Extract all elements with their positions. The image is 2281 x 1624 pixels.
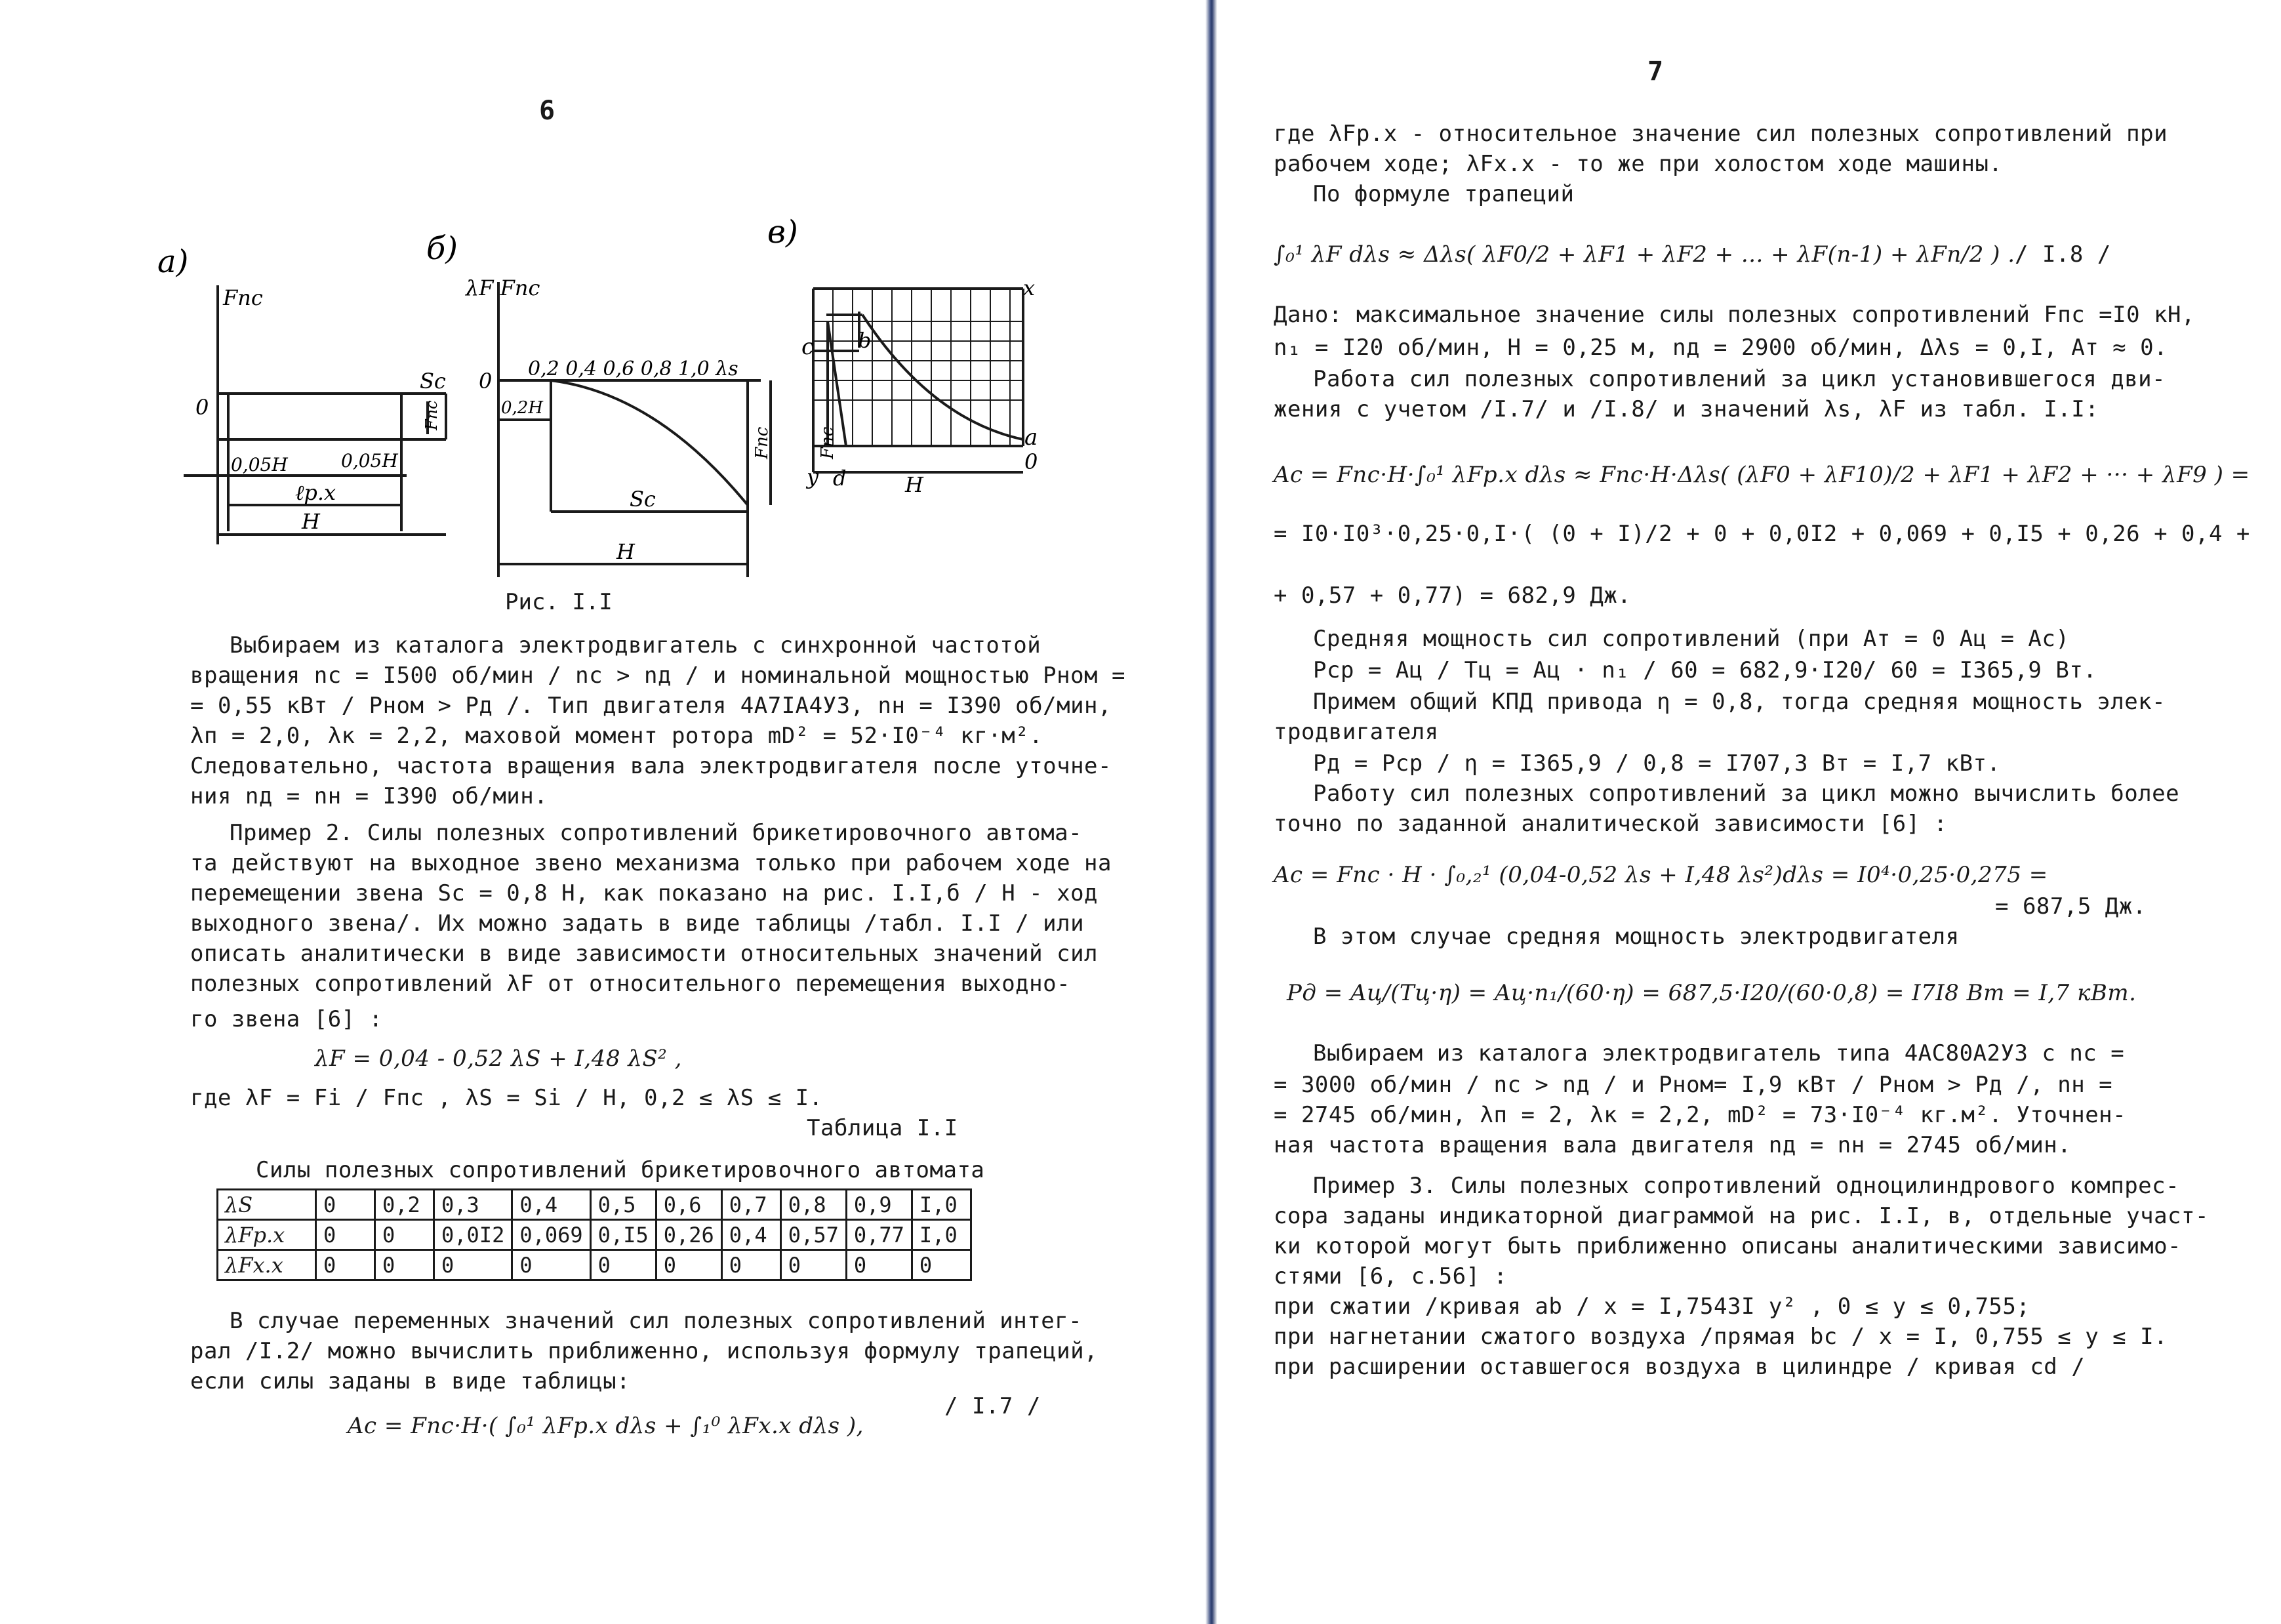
table-cell: λFх.х — [218, 1250, 316, 1280]
text-line: та действуют на выходное звено механизма только при рабочем ходе на — [190, 850, 1112, 876]
formula-power: Pд = Aц/(Tц·η) = Aц·n₁/(60·η) = 687,5·I20/(60·0,8) = I7I8 Вт = I,7 кВт. — [1287, 980, 2137, 1006]
table-1-1 — [216, 1188, 972, 1281]
b-ticks-label: 0,2 0,4 0,6 0,8 1,0 λs — [528, 357, 738, 380]
text-line: при сжатии /кривая ab / x = I,7543I y² , 0 ≤ y ≤ 0,755; — [1274, 1293, 2030, 1320]
table-row — [218, 1220, 971, 1250]
v-y-label: y — [807, 464, 819, 489]
text-line: при расширении оставшегося воздуха в цилиндре / кривая cd / — [1274, 1354, 2086, 1380]
table-cell: 0,7 — [721, 1190, 780, 1220]
b-h-label: H — [616, 539, 635, 564]
text-line: = 687,5 Дж. — [1995, 893, 2147, 920]
table-cell: 0,069 — [512, 1220, 590, 1250]
table-cell: 0 — [912, 1250, 971, 1280]
table-cell: 0 — [316, 1220, 375, 1250]
text-line: тродвигателя — [1274, 719, 1439, 745]
v-h-label: H — [905, 472, 923, 497]
v-b-label: b — [858, 328, 872, 353]
fig-label-b: б) — [426, 230, 458, 267]
text-line: Pср = Aц / Tц = Aц · n₁ / 60 = 682,9·I20/ 60 = I365,9 Вт. — [1313, 657, 2097, 683]
a-sc-label: Sc — [420, 369, 446, 394]
table-cell: 0,0I2 — [434, 1220, 512, 1250]
b-sc-label: Sc — [630, 487, 656, 512]
table-cell: 0 — [512, 1250, 590, 1280]
text-line: Средняя мощность сил сопротивлений (при Aт = 0 Aц = Ac) — [1313, 626, 2070, 652]
a-axis-label: Fпс — [223, 285, 263, 310]
a-fpc-label: Fпс — [422, 400, 441, 430]
text-line: стями [6, с.56] : — [1274, 1263, 1508, 1289]
text-line: рал /I.2/ можно вычислить приближенно, используя формулу трапеций, — [190, 1338, 1099, 1364]
text-line: ки которой могут быть приближенно описаны аналитическими зависимо- — [1274, 1233, 2182, 1259]
panel-a-lines — [184, 285, 446, 544]
b-02h-label: 0,2H — [501, 398, 544, 418]
table-cell: 0 — [656, 1250, 721, 1280]
text-line: го звена [6] : — [190, 1006, 383, 1032]
text-line: Дано: максимальное значение силы полезных сопротивлений Fпс =I0 кН, — [1274, 302, 2195, 328]
formula-number: / I.7 / — [944, 1393, 1041, 1419]
text-line: жения с учетом /I.7/ и /I.8/ и значений λs, λF из табл. I.I: — [1274, 396, 2099, 422]
table-caption: Силы полезных сопротивлений брикетировочного автомата — [256, 1157, 985, 1183]
table-cell: 0 — [590, 1250, 656, 1280]
table-cell: 0,6 — [656, 1190, 721, 1220]
text-line: Следовательно, частота вращения вала электродвигателя после уточне- — [190, 753, 1112, 779]
a-h-label: H — [302, 509, 320, 534]
text-line: ния nд = nн = I390 об/мин. — [190, 783, 548, 809]
table-cell: 0,I5 — [590, 1220, 656, 1250]
formula-number: / I.8 / — [2015, 241, 2111, 268]
text-line: перемещении звена Sc = 0,8 H, как показано на рис. I.I,б / H - ход — [190, 880, 1099, 906]
text-line: Pд = Pср / η = I365,9 / 0,8 = I707,3 Вт = I,7 кВт. — [1313, 750, 2001, 777]
v-a-label: a — [1024, 424, 1038, 451]
text-line: при нагнетании сжатого воздуха /прямая bc / x = I, 0,755 ≤ y ≤ I. — [1274, 1324, 2168, 1350]
table-title: Таблица I.I — [807, 1115, 958, 1141]
page-fold — [1205, 0, 1217, 1624]
text-line: Выбираем из каталога электродвигатель типа 4АС80А2УЗ с nc = — [1313, 1040, 2125, 1066]
text-line: точно по заданной аналитической зависимости [6] : — [1274, 811, 1948, 837]
table-cell: I,0 — [912, 1220, 971, 1250]
text-line: λп = 2,0, λк = 2,2, маховой момент ротора mD² = 52·I0⁻⁴ кг·м². — [190, 723, 1043, 749]
text-line: = 2745 об/мин, λп = 2, λк = 2,2, mD² = 73·I0⁻⁴ кг.м². Уточнен- — [1274, 1102, 2127, 1128]
table-cell: 0,26 — [656, 1220, 721, 1250]
text-line: описать аналитически в виде зависимости относительных значений сил — [190, 941, 1099, 967]
text-line: В этом случае средняя мощность электродвигателя — [1313, 924, 1960, 950]
text-line: Примем общий КПД привода η = 0,8, тогда средняя мощность элек- — [1313, 689, 2166, 715]
formula-lambda-f: λF = 0,04 - 0,52 λS + I,48 λS² , — [315, 1045, 682, 1072]
table-cell: 0 — [316, 1250, 375, 1280]
text-line: Работу сил полезных сопротивлений за цикл можно вычислить более — [1313, 781, 2180, 807]
v-x-label: x — [1023, 275, 1036, 300]
text-line: = I0·I0³·0,25·0,I·( (0 + I)/2 + 0 + 0,0I2 + 0,069 + 0,I5 + 0,26 + 0,4 + — [1274, 521, 2250, 547]
panel-b-lines — [498, 282, 771, 577]
table-cell: 0,3 — [434, 1190, 512, 1220]
formula-work: Ac = Fпс·H·∫₀¹ λFр.х dλs ≈ Fпс·H·Δλs( (λF0 + λF10)/2 + λF1 + λF2 + ··· + λF9 ) = — [1274, 462, 2250, 488]
text-line: если силы заданы в виде таблицы: — [190, 1368, 631, 1394]
v-c-label: c — [801, 334, 815, 360]
table-cell: 0 — [375, 1220, 434, 1250]
fig-label-v: в) — [767, 214, 798, 251]
text-line: где λF = Fi / Fпс , λS = Si / H, 0,2 ≤ λS ≤ I. — [190, 1085, 823, 1111]
text-line: где λFр.х - относительное значение сил полезных сопротивлений при — [1274, 121, 2168, 147]
text-line: полезных сопротивлений λF от относительного перемещения выходно- — [190, 971, 1071, 997]
text-line: ная частота вращения вала двигателя nд = nн = 2745 об/мин. — [1274, 1132, 2072, 1158]
a-005h-right: 0,05H — [341, 450, 398, 472]
text-line: вращения nc = I500 об/мин / nc > nд / и номинальной мощностью Pном = — [190, 662, 1125, 689]
table-cell: λFр.х — [218, 1220, 316, 1250]
fig-label-a: а) — [157, 243, 189, 280]
table-cell: I,0 — [912, 1190, 971, 1220]
v-zero-label: 0 — [1024, 449, 1038, 474]
table-cell: 0,4 — [512, 1190, 590, 1220]
right-page — [1221, 0, 2281, 1624]
table-cell: 0,2 — [375, 1190, 434, 1220]
text-line: Работа сил полезных сопротивлений за цикл установившегося дви- — [1313, 366, 2166, 392]
text-line: Выбираем из каталога электродвигатель с синхронной частотой — [230, 632, 1041, 659]
b-zero-label: 0 — [479, 369, 493, 394]
table-cell: 0,77 — [846, 1220, 912, 1250]
b-axis-label: λF Fпс — [466, 275, 540, 300]
figure-caption: Рис. I.I — [505, 589, 613, 615]
table-row — [218, 1190, 971, 1220]
table-cell: 0 — [780, 1250, 846, 1280]
formula-1-7: Ac = Fпс·H·( ∫₀¹ λFр.х dλs + ∫₁⁰ λFх.х dλs ), — [348, 1413, 864, 1439]
text-line: рабочем ходе; λFх.х - то же при холостом ходе машины. — [1274, 151, 2003, 177]
b-fpc-label: Fпс — [752, 426, 772, 459]
text-line: n₁ = I20 об/мин, H = 0,25 м, nд = 2900 об/мин, Δλs = 0,I, Aт ≈ 0. — [1274, 335, 2168, 361]
table-cell: 0 — [316, 1190, 375, 1220]
text-line: = 3000 об/мин / nc > nд / и Pном= I,9 кВт / Pном > Pд /, nн = — [1274, 1072, 2113, 1098]
table-cell: 0,57 — [780, 1220, 846, 1250]
text-line: сора заданы индикаторной диаграммой на рис. I.I, в, отдельные участ- — [1274, 1203, 2209, 1229]
a-zero-label: 0 — [195, 395, 209, 420]
panel-v-grid — [813, 289, 1023, 446]
table-cell: λS — [218, 1190, 316, 1220]
text-line: Пример 2. Силы полезных сопротивлений брикетировочного автома- — [230, 820, 1083, 846]
formula-trapezoid: ∫₀¹ λF dλs ≈ Δλs( λF0/2 + λF1 + λF2 + ... + λF(n-1) + λFn/2 ) . — [1274, 241, 2015, 268]
text-line: Пример 3. Силы полезных сопротивлений одноцилиндрового компрес- — [1313, 1173, 2180, 1199]
table-cell: 0,4 — [721, 1220, 780, 1250]
table-row — [218, 1250, 971, 1280]
formula-analytic: Ac = Fпс · H · ∫₀,₂¹ (0,04-0,52 λs + I,48 λs²)dλs = I0⁴·0,25·0,275 = — [1274, 862, 2048, 888]
a-lpx-label: ℓр.х — [295, 480, 336, 505]
v-fpc-label: Fпс — [818, 426, 838, 459]
text-line: + 0,57 + 0,77) = 682,9 Дж. — [1274, 582, 1632, 609]
v-d-label: d — [833, 466, 847, 491]
page-number: 6 — [539, 96, 555, 126]
text-line: В случае переменных значений сил полезных сопротивлений интег- — [230, 1308, 1083, 1334]
table-cell: 0 — [846, 1250, 912, 1280]
table-cell: 0 — [434, 1250, 512, 1280]
text-line: По формуле трапеций — [1313, 181, 1575, 207]
figure-1-1 — [157, 214, 1141, 590]
table-cell: 0,5 — [590, 1190, 656, 1220]
text-line: выходного звена/. Их можно задать в виде таблицы /табл. I.I / или — [190, 910, 1085, 937]
a-005h-left: 0,05H — [231, 454, 288, 476]
table-cell: 0 — [721, 1250, 780, 1280]
table-cell: 0,8 — [780, 1190, 846, 1220]
table-cell: 0 — [375, 1250, 434, 1280]
page-number: 7 — [1647, 56, 1664, 87]
table-cell: 0,9 — [846, 1190, 912, 1220]
text-line: = 0,55 кВт / Pном > Pд /. Тип двигателя 4А7IА4УЗ, nн = I390 об/мин, — [190, 693, 1112, 719]
